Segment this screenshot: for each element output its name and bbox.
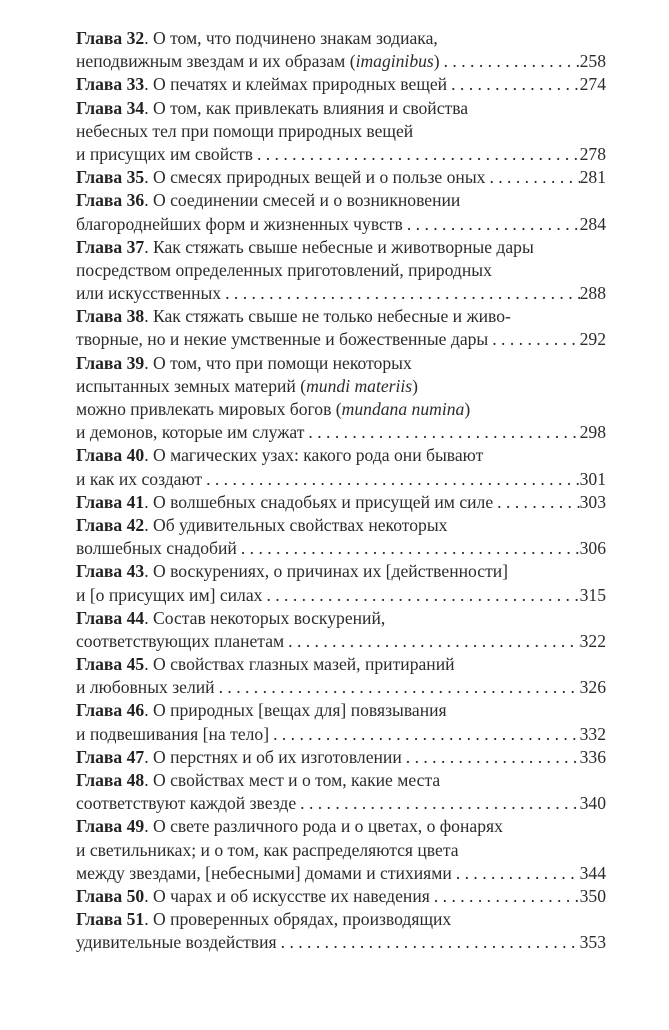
toc-entry-34[interactable]: Глава 34. О том, как привлекать влияния и свойства небесных тел при помощи природных вещей и присущих им свойств . . . 278: [76, 97, 606, 167]
table-of-contents: [76, 27, 606, 955]
leader-dots: [430, 885, 580, 908]
leader-dots: [215, 676, 580, 699]
toc-entry-51[interactable]: Глава 51. О проверенных обрядах, производящих удивительные воздействия . . . 353: [76, 908, 606, 954]
entry-title-cont: и демонов, которые им служат: [76, 422, 305, 443]
entry-title-cont: неподвижным звездам и их образам (imaginibus): [76, 51, 440, 72]
toc-entry-46[interactable]: Глава 46. О природных [вещах для] повязывания и подвешивания [на тело] . . . 332: [76, 699, 606, 745]
entry-title-cont: и любовных зелий: [76, 677, 215, 698]
toc-entry-38[interactable]: Глава 38. Как стяжать свыше не только небесные и живо- творные, но и некие умственные и божественные дары . . . 292: [76, 305, 606, 351]
entry-title: О проверенных обрядах, производящих: [152, 909, 452, 930]
page-number: 306: [579, 538, 606, 559]
page-number: 353: [579, 932, 606, 953]
entry-title: О том, что при помощи некоторых: [152, 352, 412, 373]
leader-dots: [452, 862, 580, 885]
toc-entry-50[interactable]: Глава 50. О чарах и об искусстве их наведения . . . 350: [76, 885, 606, 908]
toc-entry-32[interactable]: Глава 32. О том, что подчинено знакам зодиака, неподвижным звездам и их образам (imaginibus) . . . 258: [76, 27, 606, 73]
toc-entry-35[interactable]: Глава 35. О смесях природных вещей и о пользе оных . . . 281: [76, 166, 606, 189]
toc-entry-33[interactable]: Глава 33. О печатях и клеймах природных вещей . . . 274: [76, 73, 606, 96]
toc-entry-45[interactable]: Глава 45. О свойствах глазных мазей, притираний и любовных зелий . . . 326: [76, 653, 606, 699]
toc-entry-41[interactable]: Глава 41. О волшебных снадобьях и присущей им силе . . . 303: [76, 491, 606, 514]
entry-title-cont: удивительные воздействия: [76, 932, 277, 953]
entry-title: О чарах и об искусстве их наведения: [152, 885, 430, 906]
chapter-heading: Глава 40: [76, 445, 145, 466]
page-number: 332: [579, 723, 606, 744]
entry-title-cont: посредством определенных приготовлений, природных: [76, 259, 492, 280]
chapter-heading: Глава 39: [76, 352, 145, 373]
toc-entry-44[interactable]: Глава 44. Состав некоторых воскурений, соответствующих планетам . . . 322: [76, 607, 606, 653]
leader-dots: [402, 746, 580, 769]
entry-title: О печатях и клеймах природных вещей: [152, 74, 448, 95]
entry-title-cont: можно привлекать мировых богов (mundana numina): [76, 399, 471, 419]
page-number: 336: [579, 746, 606, 767]
entry-title: Как стяжать свыше небесные и животворные дары: [152, 236, 534, 257]
chapter-heading: Глава 32: [76, 28, 145, 48]
entry-title-cont: и как их создают: [76, 468, 203, 489]
toc-entry-49[interactable]: Глава 49. О свете различного рода и о цветах, о фонарях и светильниках; и о том, как распределяются цвета между звездами, [небесными] домами и стихиями . . . 344: [76, 815, 606, 885]
entry-title: О магических узах: какого рода они бывают: [152, 445, 484, 466]
entry-title: О том, как привлекать влияния и свойства: [152, 97, 469, 118]
entry-title: О природных [вещах для] повязывания: [152, 700, 447, 721]
leader-dots: [221, 282, 580, 305]
entry-title: Об удивительных свойствах некоторых: [152, 514, 448, 535]
leader-dots: [277, 931, 580, 954]
entry-title-cont: соответствующих планетам: [76, 630, 285, 651]
leader-dots: [237, 537, 580, 560]
toc-entry-43[interactable]: Глава 43. О воскурениях, о причинах их [действенности] и [о присущих им] силах . . . 315: [76, 560, 606, 606]
page-number: 292: [579, 329, 606, 350]
leader-dots: [296, 792, 579, 815]
entry-title: О свете различного рода и о цветах, о фонарях: [152, 816, 503, 837]
entry-title: Состав некоторых воскурений,: [152, 607, 386, 628]
page-number: 322: [579, 630, 606, 651]
entry-title-cont: и светильниках; и о том, как распределяются цвета: [76, 839, 459, 860]
chapter-heading: Глава 41: [76, 491, 145, 512]
entry-title: О соединении смесей и о возникновении: [152, 190, 461, 211]
leader-dots: [488, 328, 579, 351]
entry-title-cont: между звездами, [небесными] домами и стихиями: [76, 862, 452, 883]
chapter-heading: Глава 35: [76, 167, 145, 188]
entry-title-cont: и подвешивания [на тело]: [76, 723, 270, 744]
leader-dots: [304, 421, 579, 444]
leader-dots: [284, 630, 579, 653]
chapter-heading: Глава 42: [76, 514, 145, 535]
entry-title: О перстнях и об их изготовлении: [152, 746, 402, 767]
entry-title-cont: творные, но и некие умственные и божественные дары: [76, 329, 489, 350]
page-number: 288: [579, 283, 606, 304]
chapter-heading: Глава 50: [76, 885, 145, 906]
page-number: 340: [579, 793, 606, 814]
leader-dots: [493, 491, 579, 514]
leader-dots: [485, 166, 579, 189]
leader-dots: [253, 143, 580, 166]
page-number: 274: [579, 74, 606, 95]
chapter-heading: Глава 45: [76, 654, 145, 675]
toc-entry-39[interactable]: Глава 39. О том, что при помощи некоторых испытанных земных материй (mundi materiis) можно привлекать мировых богов (mundana numina) и демонов, которые им служат . . . 298: [76, 352, 606, 445]
entry-title: О волшебных снадобьях и присущей им силе: [152, 491, 494, 512]
entry-title: О свойствах мест и о том, какие места: [152, 770, 441, 790]
chapter-heading: Глава 51: [76, 909, 145, 930]
page-number: 301: [579, 468, 606, 489]
entry-title-cont: благороднейших форм и жизненных чувств: [76, 213, 403, 234]
chapter-heading: Глава 36: [76, 190, 145, 211]
leader-dots: [202, 468, 580, 491]
entry-title-cont: или искусственных: [76, 283, 222, 304]
page-number: 315: [579, 584, 606, 605]
leader-dots: [269, 723, 580, 746]
toc-entry-47[interactable]: Глава 47. О перстнях и об их изготовлении . . . 336: [76, 746, 606, 769]
page-number: 344: [579, 862, 606, 883]
chapter-heading: Глава 49: [76, 816, 145, 837]
page-number: 278: [579, 143, 606, 164]
entry-title: Как стяжать свыше не только небесные и живо-: [152, 306, 511, 327]
chapter-heading: Глава 33: [76, 74, 145, 95]
chapter-heading: Глава 47: [76, 746, 145, 767]
toc-entry-36[interactable]: Глава 36. О соединении смесей и о возникновении благороднейших форм и жизненных чувств . . . 284: [76, 189, 606, 235]
chapter-heading: Глава 38: [76, 306, 145, 327]
page-number: 303: [579, 491, 606, 512]
chapter-heading: Глава 37: [76, 236, 145, 257]
entry-title-cont: и [о присущих им] силах: [76, 584, 263, 605]
entry-title: О свойствах глазных мазей, притираний: [152, 654, 455, 675]
entry-title-cont: и присущих им свойств: [76, 143, 253, 164]
leader-dots: [262, 584, 579, 607]
entry-title-cont: испытанных земных материй (mundi materiis): [76, 375, 419, 396]
chapter-heading: Глава 48: [76, 770, 145, 790]
leader-dots: [403, 213, 580, 236]
page-number: 350: [579, 885, 606, 906]
entry-title: О воскурениях, о причинах их [действенности]: [152, 561, 509, 582]
leader-dots: [447, 73, 580, 96]
page-number: 258: [579, 51, 606, 72]
page-number: 281: [579, 167, 606, 188]
leader-dots: [440, 50, 580, 73]
chapter-heading: Глава 43: [76, 561, 145, 582]
toc-entry-48[interactable]: Глава 48. О свойствах мест и о том, какие места соответствуют каждой звезде . . . 340: [76, 769, 606, 815]
chapter-heading: Глава 34: [76, 97, 145, 118]
page-number: 298: [579, 422, 606, 443]
entry-title-cont: небесных тел при помощи природных вещей: [76, 120, 414, 141]
chapter-heading: Глава 46: [76, 700, 145, 721]
toc-entry-42[interactable]: Глава 42. Об удивительных свойствах некоторых волшебных снадобий . . . 306: [76, 514, 606, 560]
toc-entry-40[interactable]: Глава 40. О магических узах: какого рода они бывают и как их создают . . . 301: [76, 444, 606, 490]
page-number: 284: [579, 213, 606, 234]
entry-title-cont: волшебных снадобий: [76, 538, 237, 559]
chapter-heading: Глава 44: [76, 607, 145, 628]
toc-entry-37[interactable]: Глава 37. Как стяжать свыше небесные и животворные дары посредством определенных приготовлений, природных или искусственных . . . 288: [76, 236, 606, 306]
entry-title: О смесях природных вещей и о пользе оных: [152, 167, 486, 188]
entry-title-cont: соответствуют каждой звезде: [76, 793, 297, 814]
page-number: 326: [579, 677, 606, 698]
entry-title: О том, что подчинено знакам зодиака,: [152, 28, 438, 48]
